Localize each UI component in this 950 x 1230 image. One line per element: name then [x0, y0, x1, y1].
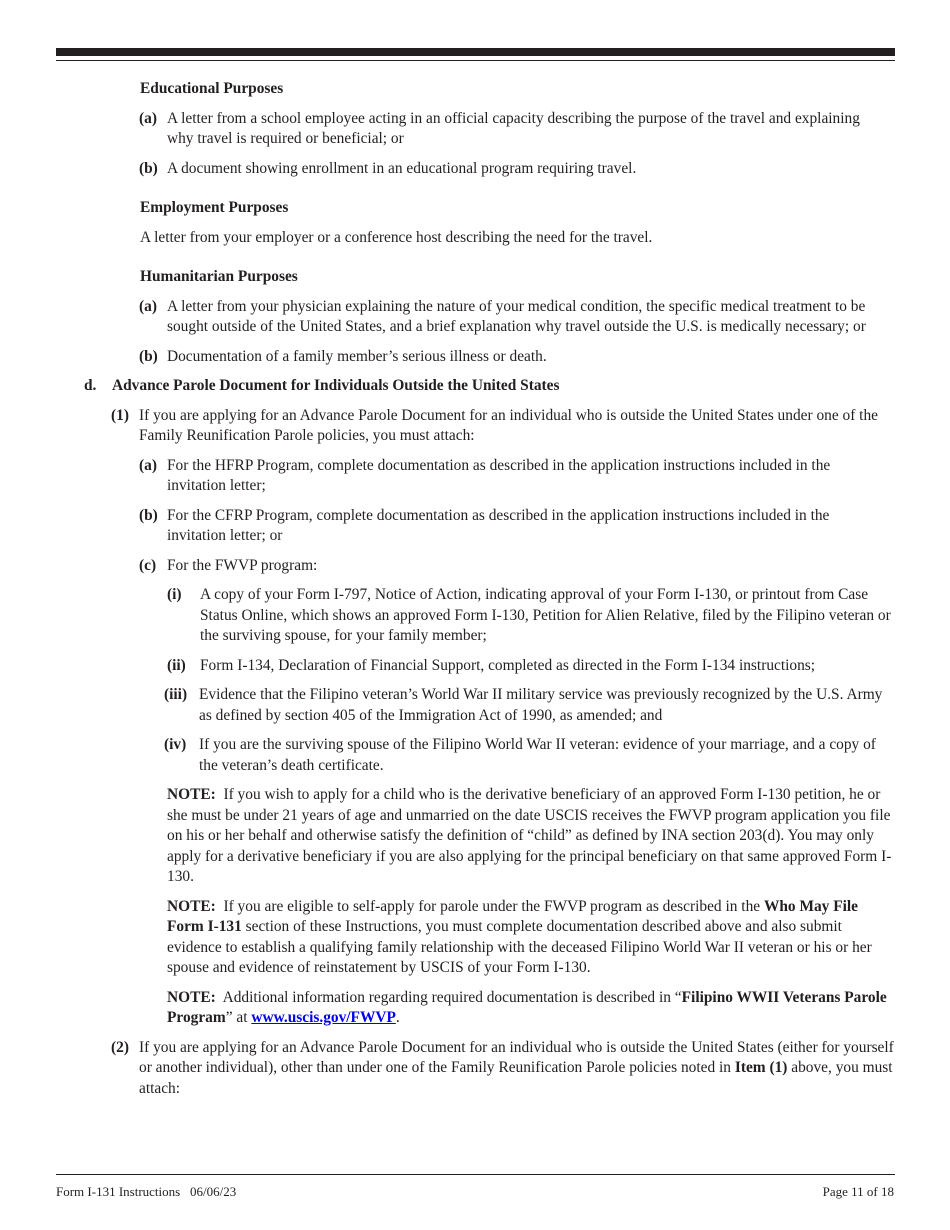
employment-text: A letter from your employer or a conference host describing the need for the travel. [140, 228, 653, 246]
item-1-c [139, 556, 887, 577]
note-text-before: If you are eligible to self-apply for parole under the FWVP program as described in the [223, 897, 761, 915]
note-derivative-beneficiary [167, 785, 892, 888]
note-text-after: . [395, 1009, 400, 1026]
note-text-after: section of these Instructions, you must complete documentation described above and also submit evidence to establish a qualifying family relationship with the deceased Filipino World War II veteran or his or her spouse and evidence of reinstatement by USCIS of your Form I-130. [167, 918, 872, 976]
note-bold-reference: Who May File Form I-131 [167, 897, 859, 935]
fwvp-link[interactable]: www.uscis.gov/FWVP [251, 1009, 396, 1026]
item-marker: (2) [111, 1038, 129, 1056]
item-marker: (c) [139, 556, 157, 574]
note-text-before: Additional information regarding required documentation is described in “ [222, 988, 682, 1006]
note-self-apply [167, 897, 892, 979]
footer-page-number: Page 11 of 18 [822, 1184, 894, 1199]
page-content [0, 79, 950, 1099]
note-text: If you wish to apply for a child who is the derivative beneficiary of an approved Form I-130 petition, he or she must be under 21 years of age and unmarried on the date USCIS receives the FWVP program application you file on his or her behalf and otherwise satisfy the definition of “child” as defined by INA section 203(d). You may only apply for a derivative beneficiary if you are also applying for the principal beneficiary on that same approved Form I-130. [167, 786, 892, 885]
item-text: For the HFRP Program, complete documentation as described in the application instructions included in the invitation letter; [167, 456, 831, 494]
item-marker: (b) [139, 159, 158, 177]
item-1-c-iii [164, 685, 889, 726]
item-marker: (b) [139, 506, 158, 524]
humanitarian-item-a [139, 297, 892, 338]
item-2 [111, 1038, 895, 1100]
item-marker: (iv) [164, 736, 187, 753]
note-label: NOTE: [167, 897, 216, 915]
item-1-c-iv [164, 735, 896, 776]
item-text: A letter from a school employee acting in an official capacity describing the purpose of the travel and explaining why travel is required or beneficial; or [167, 109, 860, 147]
item-text: Form I-134, Declaration of Financial Support, completed as directed in the Form I-134 instructions; [200, 656, 816, 674]
note-label: NOTE: [167, 786, 216, 803]
humanitarian-heading: Humanitarian Purposes [140, 268, 298, 285]
item-marker: (b) [139, 347, 158, 365]
item-text: For the CFRP Program, complete documentation as described in the application instructions included in the invitation letter; or [167, 506, 830, 544]
item-text: For the FWVP program: [167, 556, 318, 574]
item-marker: (a) [139, 297, 157, 315]
note-bold-program: Filipino WWII Veterans Parole Program [167, 988, 887, 1026]
item-marker: (ii) [167, 656, 186, 674]
header-rule-thick [56, 48, 895, 56]
item-text: Evidence that the Filipino veteran’s World War II military service was previously recognized by the U.S. Army as defined by section 405 of the Immigration Act of 1990, as amended; and [199, 686, 883, 724]
educational-item-b [139, 159, 867, 180]
employment-heading: Employment Purposes [140, 199, 289, 216]
footer-date: 06/06/23 [189, 1184, 237, 1199]
header-rule-thin [56, 60, 895, 61]
item-text-after: above, you must attach: [139, 1059, 893, 1097]
item-text: A letter from your physician explaining the nature of your medical condition, the specific medical treatment to be sought outside of the United States, and a brief explanation why travel outside the U.S. is medically necessary; or [167, 297, 866, 335]
note-additional-info [167, 988, 892, 1029]
item-1-a [139, 456, 887, 497]
item-text: A copy of your Form I-797, Notice of Action, indicating approval of your Form I-130, or printout from Case Status Online, which shows an approved Form I-130, Petition for Alien Relative, filed by the Filipino veteran or the surviving spouse, for your family member; [200, 586, 891, 644]
item-text: If you are the surviving spouse of the Filipino World War II veteran: evidence of your marriage, and a copy of the veteran’s death certificate. [199, 736, 876, 774]
item-1 [111, 406, 891, 447]
note-text-mid: ” at [225, 1009, 248, 1026]
note-label: NOTE: [167, 988, 216, 1006]
item-marker: (iii) [164, 686, 188, 703]
item-marker: (i) [167, 586, 182, 603]
item-1-b [139, 506, 887, 547]
educational-heading: Educational Purposes [140, 80, 284, 97]
section-d-title: Advance Parole Document for Individuals Outside the United States [112, 377, 560, 394]
educational-item-a [139, 109, 867, 150]
humanitarian-item-b [139, 347, 892, 368]
item-text: A document showing enrollment in an educational program requiring travel. [167, 159, 637, 177]
item-text: Documentation of a family member’s serious illness or death. [167, 347, 547, 365]
item-marker: (a) [139, 109, 157, 127]
item-text: If you are applying for an Advance Parole Document for an individual who is outside the United States under one of the Family Reunification Parole policies, you must attach: [139, 406, 878, 444]
footer-form-info [56, 1182, 236, 1203]
footer-rule [56, 1174, 895, 1175]
item-bold-reference: Item (1) [734, 1059, 788, 1076]
item-1-c-ii [167, 656, 894, 677]
section-d-marker: d. [84, 377, 97, 394]
section-d-heading [84, 376, 872, 397]
item-marker: (1) [111, 406, 129, 424]
item-marker: (a) [139, 456, 157, 474]
footer-form-name: Form I-131 Instructions [56, 1184, 181, 1199]
item-1-c-i [167, 585, 892, 647]
item-text-before: If you are applying for an Advance Parole Document for an individual who is outside the United States (either for yourself or another individual), other than under one of the Family Reunification Parole policies noted in [139, 1038, 894, 1076]
